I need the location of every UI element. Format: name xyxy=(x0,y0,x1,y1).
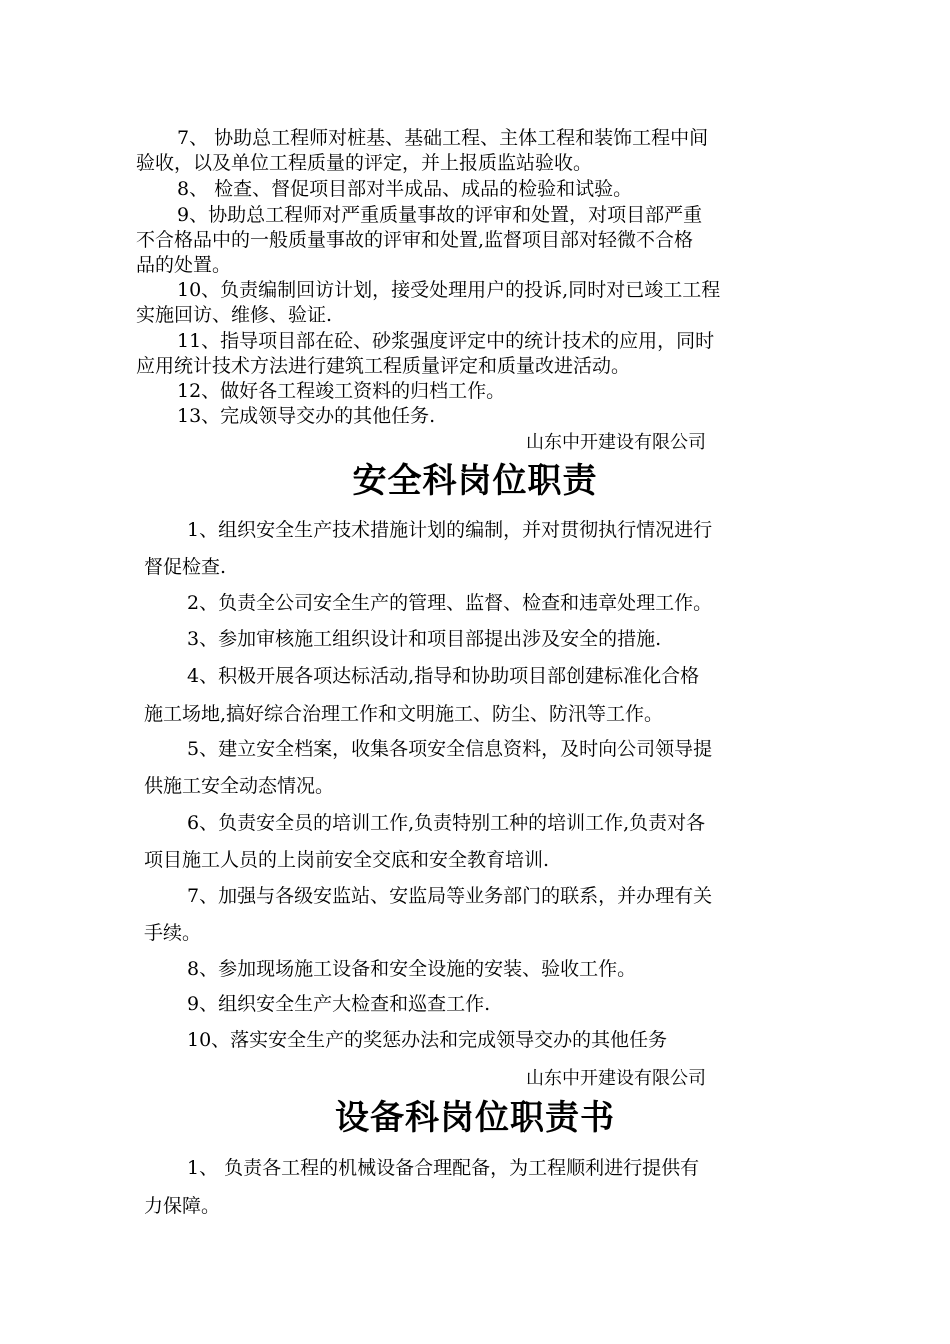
safety-duty-line: 5、建立安全档案，收集各项安全信息资料，及时向公司领导提 xyxy=(187,738,713,760)
safety-duty-line: 6、负责安全员的培训工作,负责特别工种的培训工作,负责对各 xyxy=(187,812,706,834)
quality-duty-line: 品的处置。 xyxy=(136,254,232,276)
quality-duty-line: 验收，以及单位工程质量的评定，并上报质监站验收。 xyxy=(136,152,593,174)
quality-duty-line: 7、 协助总工程师对桩基、基础工程、主体工程和装饰工程中间 xyxy=(177,127,709,149)
safety-duty-line: 8、参加现场施工设备和安全设施的安装、验收工作。 xyxy=(187,958,637,980)
safety-duty-line: 7、加强与各级安监站、安监局等业务部门的联系，并办理有关 xyxy=(187,885,713,907)
safety-duty-line: 手续。 xyxy=(144,922,202,944)
equipment-section-title: 设备科岗位职责书 xyxy=(335,1098,615,1138)
equipment-duty-line: 1、 负责各工程的机械设备合理配备，为工程顺利进行提供有 xyxy=(187,1157,700,1179)
company-signature: 山东中开建设有限公司 xyxy=(526,432,706,453)
quality-duty-line: 应用统计技术方法进行建筑工程质量评定和质量改进活动。 xyxy=(136,355,631,377)
company-signature: 山东中开建设有限公司 xyxy=(526,1068,706,1089)
quality-duty-line: 实施回访、维修、验证. xyxy=(136,304,333,326)
quality-duty-line: 13、完成领导交办的其他任务. xyxy=(177,405,436,427)
safety-duty-line: 项目施工人员的上岗前安全交底和安全教育培训. xyxy=(144,849,550,871)
safety-duty-line: 供施工安全动态情况。 xyxy=(144,775,335,797)
quality-duty-line: 10、负责编制回访计划，接受处理用户的投诉,同时对已竣工工程 xyxy=(177,279,721,301)
safety-duty-line: 2、负责全公司安全生产的管理、监督、检查和违章处理工作。 xyxy=(187,592,713,614)
safety-duty-line: 4、积极开展各项达标活动,指导和协助项目部创建标准化合格 xyxy=(187,665,700,687)
safety-duty-line: 10、落实安全生产的奖惩办法和完成领导交办的其他任务 xyxy=(187,1029,668,1051)
safety-duty-line: 3、参加审核施工组织设计和项目部提出涉及安全的措施. xyxy=(187,628,662,650)
quality-duty-line: 11、指导项目部在砼、砂浆强度评定中的统计技术的应用，同时 xyxy=(177,330,715,352)
equipment-duty-line: 力保障。 xyxy=(144,1195,221,1217)
safety-duty-line: 1、组织安全生产技术措施计划的编制，并对贯彻执行情况进行 xyxy=(187,519,713,541)
safety-duty-line: 9、组织安全生产大检查和巡查工作. xyxy=(187,993,491,1015)
safety-duty-line: 施工场地,搞好综合治理工作和文明施工、防尘、防汛等工作。 xyxy=(144,703,664,725)
safety-duty-line: 督促检查. xyxy=(144,556,227,578)
quality-duty-line: 9、协助总工程师对严重质量事故的评审和处置，对项目部严重 xyxy=(177,204,703,226)
safety-section-title: 安全科岗位职责 xyxy=(352,461,598,501)
quality-duty-line: 不合格品中的一般质量事故的评审和处置,监督项目部对轻微不合格 xyxy=(136,229,694,251)
quality-duty-line: 12、做好各工程竣工资料的归档工作。 xyxy=(177,380,506,402)
quality-duty-line: 8、 检查、督促项目部对半成品、成品的检验和试验。 xyxy=(177,178,633,200)
